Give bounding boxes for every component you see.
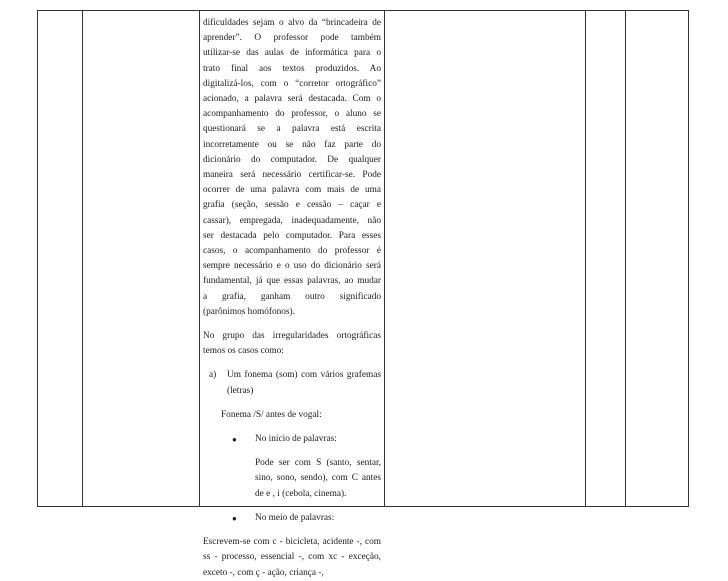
column-divider	[37, 10, 38, 507]
paragraph-line: (parônimos homófonos).	[203, 306, 295, 317]
paragraph-line: maneira será necessário certificar-se. Pode	[203, 170, 381, 181]
table-top-border	[37, 10, 689, 11]
column-divider	[625, 10, 626, 507]
paragraph-line: dicionário do computador. De qualquer	[203, 154, 381, 165]
list-marker: a)	[209, 370, 217, 381]
paragraph-line: trato final aos textos produzidos. Ao	[203, 63, 381, 74]
bullet-detail: Pode ser com S (santo, sentar, sino, sono, sendo), com C antes de e , i (cebola, cinema).	[255, 458, 381, 499]
list-item-a	[203, 368, 381, 398]
paragraph-line: casos, o acompanhamento do professor é	[203, 246, 381, 257]
column-divider	[384, 10, 385, 507]
paragraph-line: incorretamente ou se não faz parte do	[203, 139, 381, 150]
column-divider	[688, 10, 689, 507]
column-divider	[82, 10, 83, 507]
column-divider	[585, 10, 586, 507]
paragraph-3: Escrevem-se com c - bicicleta, acidente -, com ss - processo, essencial -, com xc - exceção, exceto -, com ç - ação, criança -,	[203, 537, 381, 578]
list-item-text: Um fonema (som) com vários grafemas (letras)	[227, 370, 381, 396]
fonema-heading: Fonema /S/ antes de vogal:	[221, 409, 322, 420]
bullet-icon: ●	[232, 435, 237, 445]
paragraph-line: digitalizá-los, com o “corretor ortográfico”	[203, 78, 381, 89]
document-table	[37, 10, 689, 578]
paragraph-line: sempre necessário e o uso do dicionário será	[203, 261, 381, 272]
bullet-item	[203, 511, 381, 526]
paragraph-line: fundamental, já que essas palavras, ao mudar	[203, 276, 381, 287]
paragraph-line: acompanhamento do professor, o aluno se	[203, 109, 381, 120]
paragraph-line: ser destacada pelo computador. Para esses	[203, 230, 381, 241]
paragraph-line: acionado, a palavra será destacada. Com o	[203, 94, 381, 105]
paragraph-line: grafia (seção, sessão e cessão – caçar e	[203, 200, 381, 211]
paragraph-line: a grafia, ganham outro significado	[203, 291, 381, 302]
paragraph-line: dificuldades sejam o alvo da “brincadeira de	[203, 18, 381, 28]
paragraph-line: questionará se a palavra está escrita	[203, 124, 381, 135]
bullet-item	[203, 432, 381, 447]
paragraph-line: utilizar-se das aulas de informática para o	[203, 48, 381, 59]
paragraph-line: cassar), empregada, inadequadamente, não	[203, 215, 381, 226]
paragraph-line: ocorrer de uma palavra com mais de uma	[203, 185, 381, 196]
paragraph-1	[203, 16, 381, 320]
column-divider	[199, 10, 200, 507]
bullet-text: No início de palavras:	[255, 434, 337, 445]
paragraph-line: aprender”. O professor pode também	[203, 33, 381, 44]
paragraph-2: No grupo das irregularidades ortográficas temos os casos como:	[203, 331, 381, 357]
content-cell	[203, 16, 381, 581]
bullet-text: No meio de palavras:	[255, 512, 335, 523]
bullet-icon: ●	[232, 513, 237, 523]
